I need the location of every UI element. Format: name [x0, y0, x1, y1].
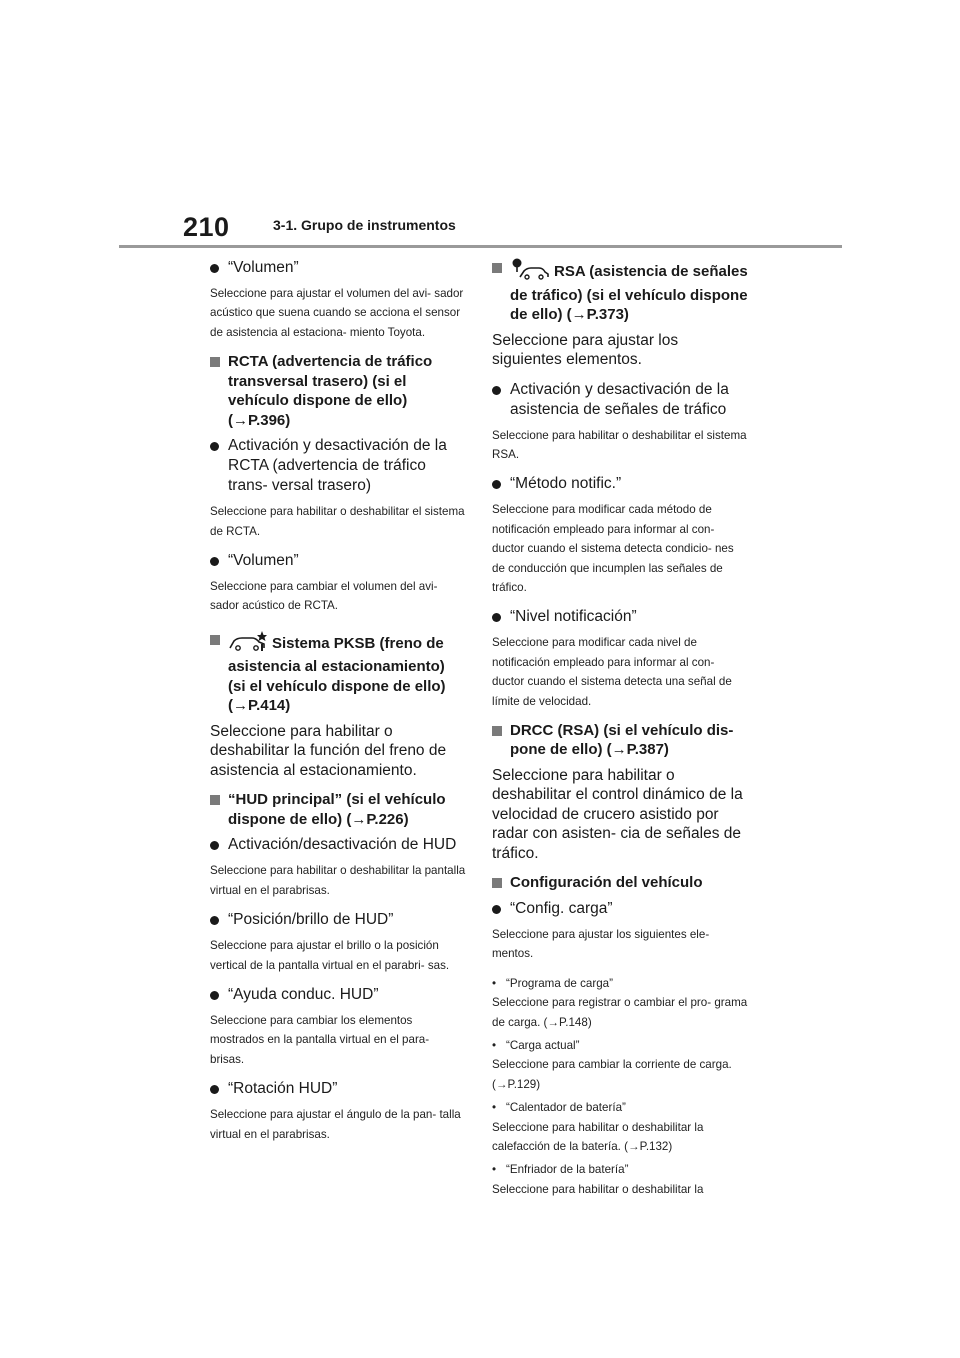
- description: Seleccione para habilitar o deshabilitar el sistema RSA.: [492, 428, 747, 461]
- description: Seleccione para habilitar o deshabilitar la pantalla virtual en el parabrisas.: [210, 864, 466, 897]
- description: Seleccione para habilitar o deshabilitar el sistema de RCTA.: [210, 505, 465, 538]
- section-text: Seleccione para habilitar o deshabilitar el control dinámico de la velocidad de crucero asistido por radar con asisten- cia de señales de tráfico.: [492, 766, 743, 862]
- description: Seleccione para cambiar el volumen del avi- sador acústico de RCTA.: [210, 580, 438, 613]
- section-title: 3-1. Grupo de instrumentos: [273, 217, 456, 233]
- header-rule: [119, 245, 842, 248]
- sub-item: • “Programa de carga” Seleccione para registrar o cambiar el pro- grama de carga. (→P.148): [492, 974, 748, 1032]
- sub-item: • “Calentador de batería” Seleccione para habilitar o deshabilitar la calefacción de la batería. (→P.132): [492, 1098, 748, 1156]
- section-heading-rsa: RSA (asistencia de señales de tráfico) (si el vehículo dispone de ello) (→P.373): [492, 258, 748, 325]
- section-heading: DRCC (RSA) (si el vehículo dis- pone de ello) (→P.387): [492, 721, 748, 760]
- bullet-heading: “Ayuda conduc. HUD”: [210, 985, 466, 1005]
- bullet-heading: “Posición/brillo de HUD”: [210, 910, 466, 930]
- sub-bullet: •: [492, 1101, 497, 1115]
- bullet-heading: “Método notific.”: [492, 474, 748, 494]
- description: Seleccione para ajustar el volumen del avi- sador acústico que suena cuando se acciona el sensor de asistencia al estaciona- miento Toyota.: [210, 287, 464, 339]
- description: Seleccione para modificar cada método de notificación empleado para informar al con- ductor cuando el sistema detecta condicio- nes de conducción que incumplen las señales de tráfico.: [492, 503, 734, 594]
- sub-item: • “Carga actual” Seleccione para cambiar la corriente de carga. (→P.129): [492, 1036, 748, 1094]
- description: Seleccione para modificar cada nivel de notificación empleado para informar al con- ductor cuando el sistema detecta una señal de límite de velocidad.: [492, 636, 732, 708]
- bullet-heading: “Config. carga”: [492, 899, 748, 919]
- description: Seleccione para cambiar los elementos mostrados en la pantalla virtual en el para- brisas.: [210, 1013, 430, 1066]
- sub-bullet: •: [492, 1039, 497, 1052]
- description: Seleccione para ajustar el brillo o la posición vertical de la pantalla virtual en el parabri- sas.: [210, 939, 450, 972]
- description: Seleccione para ajustar el ángulo de la pan- talla virtual en el parabrisas.: [210, 1108, 461, 1141]
- section-text: Seleccione para ajustar los siguientes elementos.: [492, 331, 679, 368]
- section-heading: RCTA (advertencia de tráfico transversal trasero) (si el vehículo dispone de ello) (→P.396): [210, 352, 466, 430]
- section-heading-pksb: Sistema PKSB (freno de asistencia al estacionamiento) (si el vehículo dispone de ello) (→P.414): [210, 630, 466, 716]
- sub-item: • “Enfriador de la batería” Seleccione para habilitar o deshabilitar la: [492, 1160, 748, 1199]
- bullet-heading: “Volumen”: [210, 258, 466, 278]
- sub-bullet: •: [492, 1163, 497, 1177]
- parking-brake-car-icon: [228, 630, 268, 658]
- right-column: [492, 258, 748, 1203]
- road-sign-car-icon: [510, 258, 550, 286]
- page-number: 210: [183, 212, 230, 242]
- bullet-heading: Activación y desactivación de la asistencia de señales de tráfico: [492, 380, 748, 420]
- section-heading: Configuración del vehículo: [492, 873, 748, 893]
- bullet-heading: Activación y desactivación de la RCTA (advertencia de tráfico trans- versal trasero): [210, 436, 466, 496]
- description: Seleccione para ajustar los siguientes ele- mentos.: [492, 927, 710, 961]
- bullet-heading: “Rotación HUD”: [210, 1079, 466, 1099]
- section-heading: “HUD principal” (si el vehículo dispone de ello) (→P.226): [210, 790, 466, 829]
- bullet-heading: Activación/desactivación de HUD: [210, 835, 466, 855]
- bullet-heading: “Volumen”: [210, 551, 466, 571]
- bullet-heading: “Nivel notificación”: [492, 607, 748, 627]
- section-text: Seleccione para habilitar o deshabilitar la función del freno de asistencia al estacionamiento.: [210, 722, 447, 779]
- left-column: [210, 258, 466, 1154]
- sub-bullet: •: [492, 976, 497, 990]
